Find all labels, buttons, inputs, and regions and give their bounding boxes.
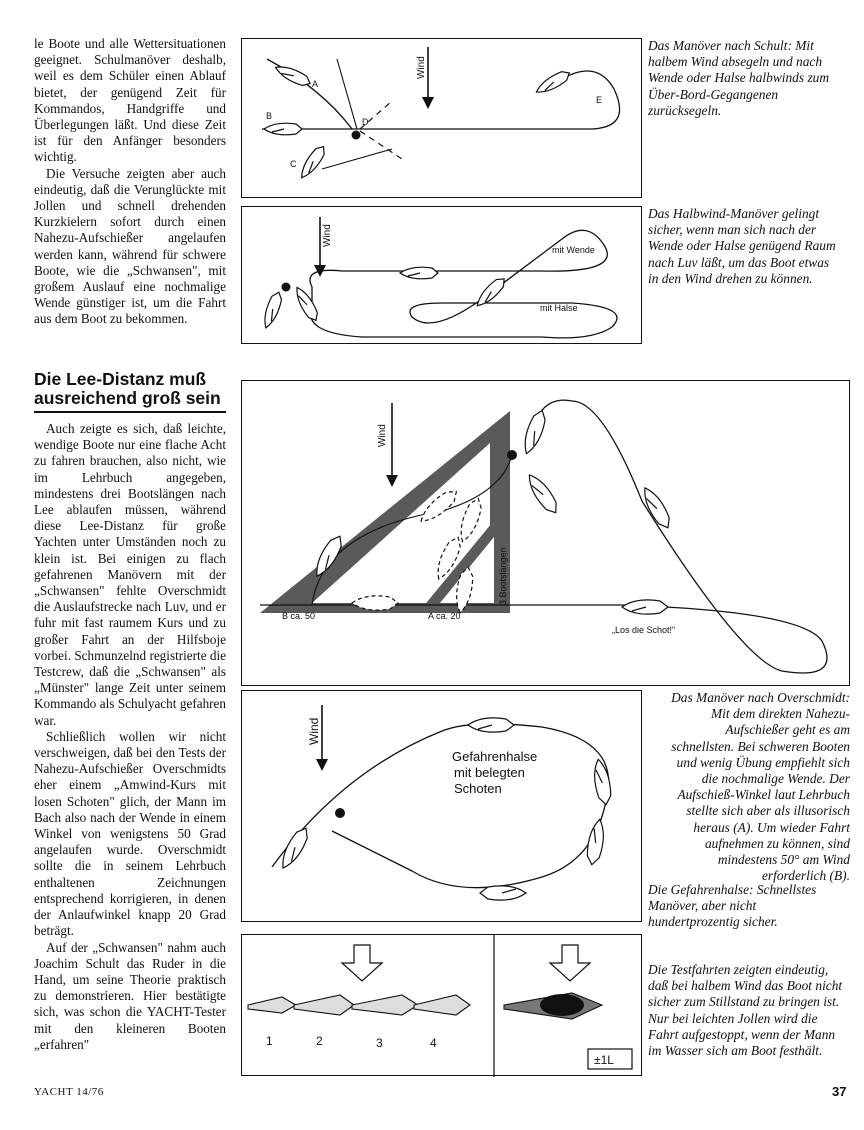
step-number: 3 [376,1036,383,1050]
label-b-angle: B ca. 50 [282,611,316,621]
diagram-stopping-test [241,934,642,1076]
caption-halfwind: Das Halbwind-Manöver gelingt sicher, wenn man sich nach der Wende oder Halse genügend Raum nach Luv läßt, um das Boot etwas in den Wind drehen zu können. [648,206,836,286]
diagram-halfwind-maneuver [241,206,642,344]
diagram-schult-maneuver [241,38,642,198]
caption-stopping-test: Die Testfahrten zeigten eindeutig, daß bei halbem Wind das Boot nicht sicher zum Stillstand zu bringen ist. Nur bei leichten Jollen wird die Fahrt aufgestoppt, wenn der Mann im Wasser sich am Boot festhält. [648,962,843,1059]
label-boat-lengths: 3 Bootslängen [498,547,508,605]
paragraph: Auf der „Schwansen" nahm auch Joachim Schult das Ruder in die Hand, um seine Theorie praktisch zu demonstrieren. Hier bestätigte sich, was schon die YACHT-Tester mit den kleineren Booten „erfahren" [34,939,226,1052]
step-number: 2 [316,1034,323,1048]
label-with-tack: mit Wende [552,245,595,255]
paragraph: Die Versuche zeigten aber auch eindeutig, daß die Verunglückte mit Jollen und schnell drehenden Kurzkielern sofort durch einen Nahezu-Aufschießer angelaufen werden kann, während für schwere Boote, wie die „Schwansen", mit großem Auslauf eine nochmalige Wende günstiger ist, um die Fahrt aus dem Boot zu bekommen. [34,165,226,327]
label-release-sheet: „Los die Schot!" [612,625,676,635]
caption-danger-jibe: Die Gefahrenhalse: Schnellstes Manöver, aber nicht hundertprozentig sicher. [648,882,817,930]
danger-jibe-title: Gefahrenhalse [452,749,538,764]
diagram-danger-jibe [241,690,642,922]
wind-label: Wind [322,224,333,247]
diagram-overschmidt-maneuver [241,380,850,686]
step-number: 4 [430,1036,437,1050]
label-with-jibe: mit Halse [540,303,578,313]
page-number: 37 [832,1084,847,1099]
wind-label: Wind [416,56,427,79]
point-label-b: B [266,111,273,121]
caption-overschmidt: Das Manöver nach Overschmidt: Mit dem direkten Nahezu-Aufschießer geht es am schnellsten. Bei schweren Booten und wenig Übung empfiehlt sich die nochmalige Wende. Der Aufschieß-Winkel laut Lehrbuch stellte sich aber als illusorisch heraus (A). Um wieder Fahrt aufnehmen zu können, sind mindestens 50° am Wind erforderlich (B). [671,690,850,884]
step-number: 1 [266,1034,273,1048]
point-label-a: A [312,79,319,89]
wind-label: Wind [307,717,321,745]
paragraph: Auch zeigte es sich, daß leichte, wendige Boote nur eine flache Acht zu fahren brauchen, also nicht, wie im Lehrbuch angegeben, mindestens drei Bootslängen nach Lee ablaufen müssen, während diese Lee-Distanz für große Yachten unter Umständen noch zu klein ist. Bei einigen zu flach gefahrenen Manövern mit der „Schwansen" fehlte Overschmidt die Auslaufstrecke nach Luv, und er fuhr mit fast raumem Kurs und zu großer Fahrt an der Hilfsboje vorbei. Schmunzelnd registrierte die Testcrew, daß die „Schwansen" als „Münster" lange Zeit unter seinem Kommando als Schulyacht gefahren war. [34,421,226,728]
article-block-bottom [34,370,226,1053]
section-heading: Die Lee-Distanz muß ausreichend groß sein [34,370,226,413]
article-column [34,36,226,1053]
point-label-d: D [362,117,369,127]
stop-distance-badge: ±1L [594,1053,614,1067]
article-block-top [34,36,226,366]
point-label-c: C [290,159,297,169]
danger-jibe-title: mit belegten [454,765,525,780]
label-a-angle: A ca. 20 [428,611,461,621]
paragraph: le Boote und alle Wettersituationen geeignet. Schulmanöver deshalb, weil es dem Schüler einen Ablauf bietet, der genügend Zeit für Kommandos, Handgriffe und Überlegungen läßt. Und diese Zeit ist für den Anfänger besonders wichtig. [34,36,226,165]
paragraph: Schließlich wollen wir nicht verschweigen, daß bei den Tests der Nahezu-Aufschießer Overschmidts eher einem „Amwind-Kurs mit losen Schoten" glich, der Mann im Bach also nach der Wende in einem Winkel von wenigstens 50 Grad angelaufen wurde. Overschmidt sollte die in seinem Lehrbuch enthaltenen Zeichnungen entsprechend korrigieren, in denen der Anlaufwinkel knapp 20 Grad beträgt. [34,728,226,939]
danger-jibe-title: Schoten [454,781,502,796]
point-label-e: E [596,95,603,105]
caption-schult: Das Manöver nach Schult: Mit halbem Wind absegeln und nach Wende oder Halse halbwinds zum Über-Bord-Gegangenen zurücksegeln. [648,38,830,118]
wind-label: Wind [377,424,388,447]
magazine-issue: YACHT 14/76 [34,1086,104,1098]
